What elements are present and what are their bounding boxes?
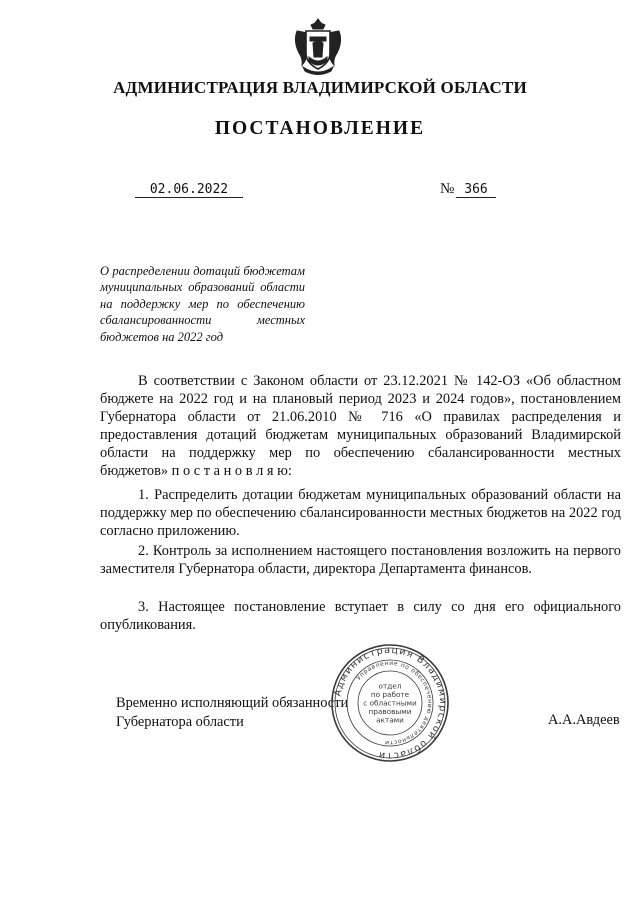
svg-text:отдел: отдел <box>378 681 402 691</box>
svg-text:с областными: с областными <box>363 698 417 708</box>
document-date: 02.06.2022 <box>135 182 243 198</box>
svg-text:Администрация Владимирской обл: Администрация Владимирской области <box>332 644 449 762</box>
organization-title: АДМИНИСТРАЦИЯ ВЛАДИМИРСКОЙ ОБЛАСТИ <box>113 78 527 97</box>
document-number: 366 <box>456 182 496 198</box>
svg-text:Управление по обеспечению деят: Управление по обеспечению деятельности <box>355 659 434 747</box>
body-paragraph-1: В соответствии с Законом области от 23.12.2021 № 142-ОЗ «Об областном бюджете на 2022 год и на плановый период 2023 и 2024 годов», постановлением Губернатора области от 21.06.2010 № 716 «О правилах распределения и предоставления дотаций бюджетам муниципальных образований Владимирской области на поддержку мер по обеспечению сбалансированности местных бюджетов» п о с т а н о в л я ю: <box>100 373 621 480</box>
official-stamp <box>330 643 450 763</box>
body-paragraph-3: 2. Контроль за исполнением настоящего постановления возложить на первого заместителя Губернатора области, директора Департамента финансов. <box>100 543 621 578</box>
signatory-position <box>116 694 348 731</box>
svg-text:по работе: по работе <box>370 689 410 699</box>
signatory-position-line-1: Временно исполняющий обязанности <box>116 695 349 711</box>
coat-of-arms-icon <box>293 17 343 75</box>
body-paragraph-4: 3. Настоящее постановление вступает в силу со дня его официального опубликования. <box>100 599 621 634</box>
document-subject: О распределении дотаций бюджетам муниципальных образований области на поддержку мер по обеспечению сбалансированности местных бюджетов на 2022 год <box>100 264 305 344</box>
svg-text:актами: актами <box>376 715 404 725</box>
document-type-title: ПОСТАНОВЛЕНИЕ <box>214 118 426 139</box>
signatory-name: А.А.Авдеев <box>548 712 620 728</box>
number-label: № <box>440 181 455 197</box>
svg-text:правовыми: правовыми <box>368 707 412 717</box>
body-paragraph-2: 1. Распределить дотации бюджетам муниципальных образований области на поддержку мер по обеспечению сбалансированности местных бюджетов на 2022 год согласно приложению. <box>100 487 621 540</box>
signatory-position-line-2: Губернатора области <box>116 713 244 730</box>
